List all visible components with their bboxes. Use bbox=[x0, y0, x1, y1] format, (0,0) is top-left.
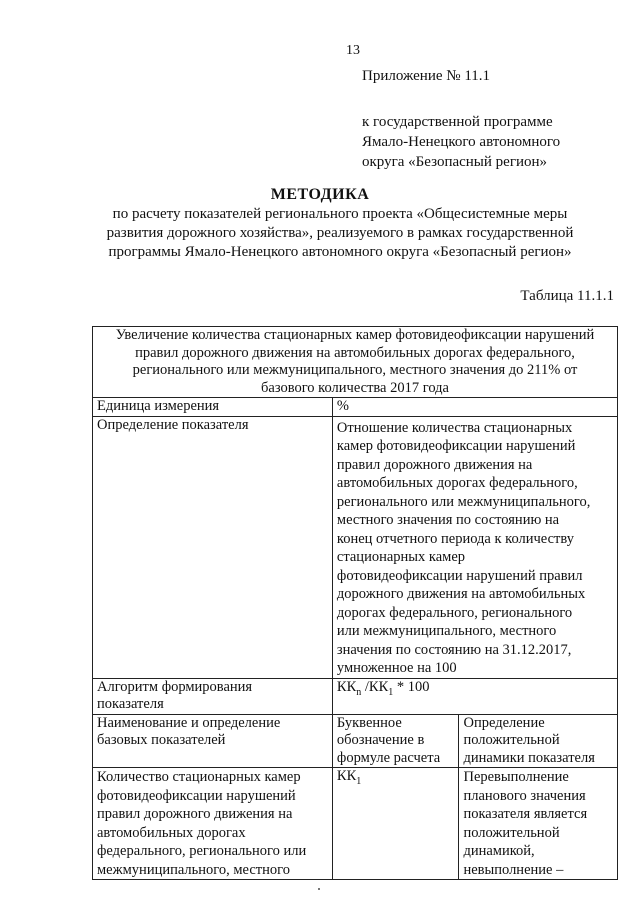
appendix-title: Приложение № 11.1 bbox=[362, 68, 491, 84]
base-name-line: фотовидеофиксации нарушений bbox=[97, 787, 296, 804]
base-name-line: автомобильных дорогах bbox=[97, 824, 246, 841]
subtitle-line: развития дорожного хозяйства», реализуемого в рамках государственной bbox=[106, 225, 574, 241]
dynamic-header-line: положительной bbox=[463, 732, 560, 748]
base-name-line: правил дорожного движения на bbox=[97, 806, 293, 822]
appendix-line: к государственной программе bbox=[362, 114, 553, 130]
base-letter-main: КК bbox=[336, 768, 357, 784]
table-label: Таблица 11.1.1 bbox=[520, 288, 614, 304]
definition-line: регионального или межмуниципального, bbox=[336, 493, 591, 510]
definition-label: Определение показателя bbox=[97, 416, 249, 433]
definition-line: местного значения по состоянию на bbox=[336, 512, 560, 528]
letter-header-line: формуле расчета bbox=[336, 749, 441, 766]
appendix-line: Ямало-Ненецкого автономного bbox=[362, 134, 561, 150]
definition-line: камер фотовидеофиксации нарушений bbox=[336, 438, 576, 454]
subtitle-line: программы Ямало-Ненецкого автономного округа «Безопасный регион» bbox=[108, 244, 572, 260]
letter-header-line: Буквенное bbox=[336, 714, 402, 731]
header-line: правил дорожного движения на автомобильных дорогах федерального, bbox=[135, 344, 575, 361]
base-label-cell bbox=[93, 714, 333, 768]
table-row bbox=[93, 714, 618, 768]
table-row bbox=[93, 678, 618, 714]
formula-kk1: /КК bbox=[361, 678, 389, 695]
formula-cell bbox=[332, 678, 617, 714]
algorithm-label-cell bbox=[93, 678, 333, 714]
definition-cell bbox=[332, 416, 617, 678]
indicator-table bbox=[92, 326, 618, 880]
base-letter-sub: 1 bbox=[356, 775, 362, 787]
base-name-cell bbox=[93, 768, 333, 880]
page-number: 13 bbox=[346, 43, 360, 58]
definition-line: правил дорожного движения на bbox=[336, 456, 533, 473]
base-dynamic-line: Перевыполнение bbox=[463, 769, 569, 785]
definition-label-cell bbox=[93, 416, 333, 678]
base-dynamic-line: динамикой, bbox=[463, 843, 535, 859]
base-label-line: базовых показателей bbox=[97, 732, 226, 748]
base-letter bbox=[336, 768, 362, 787]
base-dynamic-line: невыполнение – bbox=[463, 861, 564, 878]
letter-header-line: обозначение в bbox=[336, 732, 425, 748]
definition-line: фотовидеофиксации нарушений правил bbox=[336, 567, 583, 584]
header-line: регионального или межмуниципального, местного значения до 211% от bbox=[132, 362, 578, 378]
table-header-row bbox=[93, 327, 618, 398]
formula-tail: * 100 bbox=[393, 678, 430, 695]
base-letter-cell bbox=[332, 768, 459, 880]
dynamic-header-cell bbox=[459, 714, 618, 768]
formula-sub-n: n bbox=[356, 686, 362, 698]
base-dynamic-line: планового значения bbox=[463, 787, 586, 804]
letter-header-cell bbox=[332, 714, 459, 768]
unit-value: % bbox=[336, 398, 350, 414]
subtitle-line: по расчету показателей регионального проекта «Общесистемные меры bbox=[112, 206, 568, 222]
base-dynamic-cell bbox=[459, 768, 618, 880]
base-name-line: Количество стационарных камер bbox=[97, 769, 301, 785]
definition-line: дорогах федерального, регионального bbox=[336, 604, 573, 621]
formula bbox=[336, 678, 430, 698]
scan-speck bbox=[318, 888, 320, 890]
table-row bbox=[93, 416, 618, 678]
definition-line: значения по состоянию на 31.12.2017, bbox=[336, 641, 572, 658]
formula-kk: КК bbox=[336, 678, 357, 695]
unit-label: Единица измерения bbox=[97, 398, 220, 414]
dynamic-header-line: Определение bbox=[463, 714, 545, 731]
algorithm-line: Алгоритм формирования bbox=[97, 678, 253, 695]
base-name-line: федерального, регионального или bbox=[97, 843, 307, 859]
definition-line: умноженное на 100 bbox=[336, 660, 457, 676]
document-title: МЕТОДИКА bbox=[270, 186, 370, 203]
unit-label-cell bbox=[93, 398, 333, 417]
table-row bbox=[93, 398, 618, 417]
base-label-line: Наименование и определение bbox=[97, 714, 281, 731]
unit-value-cell bbox=[332, 398, 617, 417]
table-row bbox=[93, 768, 618, 880]
table-header-cell bbox=[93, 327, 618, 398]
base-dynamic-line: показателя является bbox=[463, 806, 588, 822]
algorithm-line: показателя bbox=[97, 696, 164, 712]
appendix-line: округа «Безопасный регион» bbox=[362, 154, 548, 170]
definition-line: конец отчетного периода к количеству bbox=[336, 530, 574, 547]
header-line: Увеличение количества стационарных камер фотовидеофиксации нарушений bbox=[115, 327, 595, 343]
definition-line: или межмуниципального, местного bbox=[336, 623, 557, 639]
base-dynamic-line: положительной bbox=[463, 824, 560, 841]
base-name-line: межмуниципального, местного bbox=[97, 861, 290, 878]
header-line: базового количества 2017 года bbox=[261, 379, 449, 396]
dynamic-header-line: динамики показателя bbox=[463, 749, 595, 766]
definition-line: дорожного движения на автомобильных bbox=[336, 586, 586, 602]
definition-line: Отношение количества стационарных bbox=[336, 419, 573, 436]
document-subtitle bbox=[60, 205, 620, 262]
appendix-block bbox=[362, 66, 560, 172]
definition-line: автомобильных дорогах федерального, bbox=[336, 475, 578, 491]
formula-sub-1: 1 bbox=[388, 686, 394, 698]
definition-line: стационарных камер bbox=[336, 549, 466, 565]
